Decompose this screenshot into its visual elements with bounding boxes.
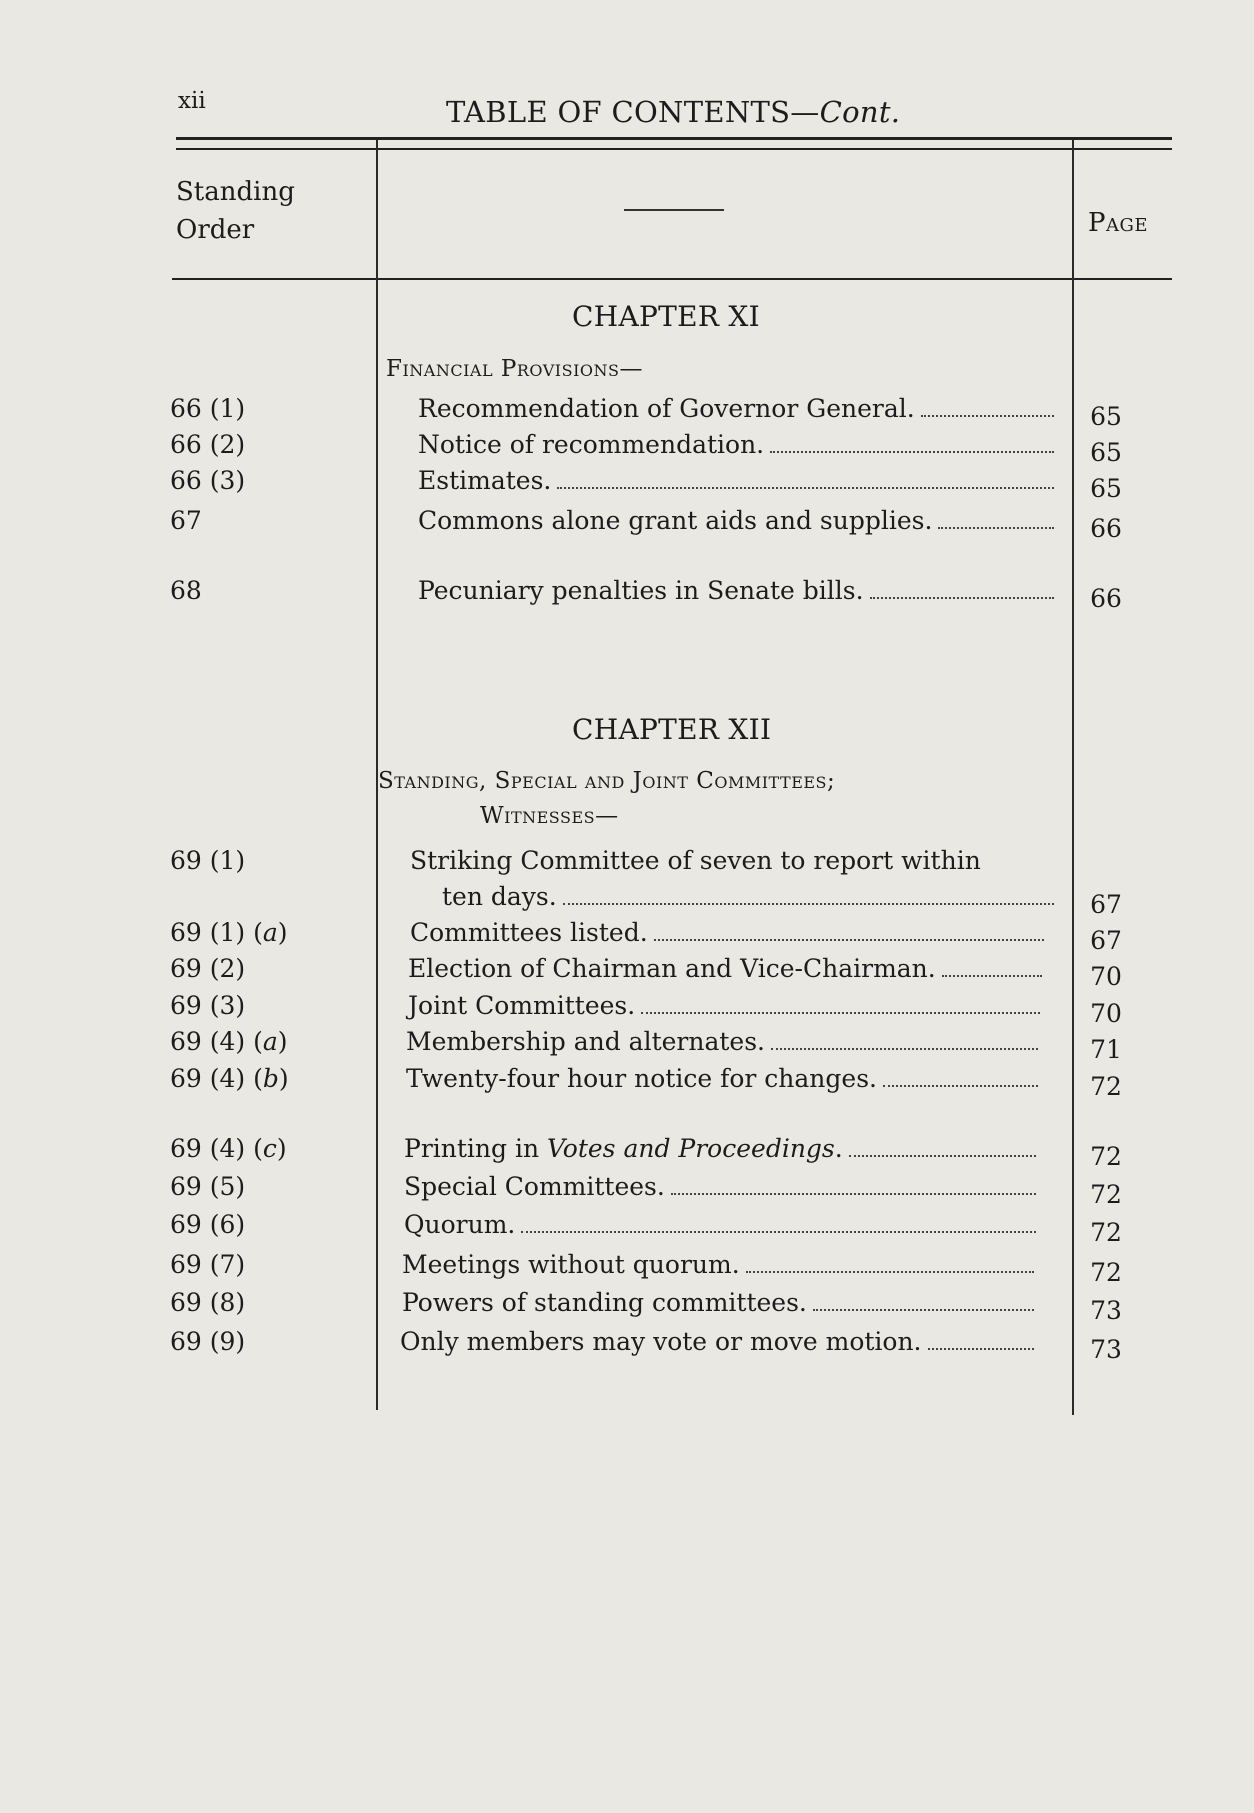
standing-order-number: 69 (3): [170, 991, 246, 1020]
toc-row: [0, 846, 1254, 880]
toc-entry-text: Quorum.: [404, 1210, 516, 1239]
toc-row: [0, 1027, 1254, 1064]
leader-dots: [883, 1085, 1038, 1087]
leader-dots: [771, 1048, 1038, 1050]
toc-entry-text: ten days.: [442, 882, 557, 911]
toc-row: [0, 1327, 1254, 1364]
leader-dots: [671, 1193, 1036, 1195]
page-number-cell: 70: [1090, 999, 1122, 1028]
toc-row: [0, 1134, 1254, 1171]
standing-order-number: 66 (3): [170, 466, 246, 495]
standing-order-number: 69 (7): [170, 1250, 246, 1279]
column-header-line: Order: [176, 215, 255, 245]
toc-row: [0, 918, 1254, 955]
toc-entry[interactable]: [406, 1027, 1042, 1056]
toc-row: [0, 1064, 1254, 1101]
page-number-cell: 73: [1090, 1296, 1122, 1325]
leader-dots: [654, 939, 1044, 941]
toc-entry[interactable]: [418, 576, 1058, 605]
section-heading: Financial Provisions—: [386, 356, 643, 382]
toc-entry-text: Commons alone grant aids and supplies.: [418, 506, 933, 535]
leader-dots: [921, 415, 1054, 417]
toc-row: [0, 576, 1254, 613]
leader-dots: [942, 975, 1042, 977]
toc-entry-text: Twenty-four hour notice for changes.: [406, 1064, 877, 1093]
top-rule: [176, 137, 1172, 140]
toc-entry[interactable]: [418, 394, 1058, 423]
toc-entry-text-end: .: [834, 1134, 843, 1163]
section-heading-cont: Witnesses—: [480, 803, 619, 829]
toc-entry[interactable]: [404, 1134, 1040, 1163]
leader-dots: [870, 597, 1054, 599]
page-title: [446, 95, 900, 129]
page-number-cell: 72: [1090, 1258, 1122, 1287]
toc-entry-text: Estimates.: [418, 466, 552, 495]
toc-entry-text: Powers of standing committees.: [402, 1288, 807, 1317]
chapter-title: CHAPTER XII: [572, 713, 772, 746]
toc-entry-text: [404, 1134, 843, 1163]
toc-entry-text: Election of Chairman and Vice-Chairman.: [408, 954, 936, 983]
toc-entry-text: Only members may vote or move motion.: [400, 1327, 922, 1356]
standing-order-number: 69 (4) (b): [170, 1064, 289, 1093]
page-number-cell: 72: [1090, 1218, 1122, 1247]
toc-row: [0, 506, 1254, 543]
order-text: 69 (4) (a): [170, 1027, 288, 1056]
toc-entry-text: Pecuniary penalties in Senate bills.: [418, 576, 864, 605]
toc-entry[interactable]: [402, 1250, 1038, 1279]
standing-order-number: 69 (5): [170, 1172, 246, 1201]
standing-order-number: 68: [170, 576, 202, 605]
toc-entry[interactable]: [418, 506, 1058, 535]
leader-dots: [938, 527, 1054, 529]
toc-entry[interactable]: [408, 954, 1046, 983]
column-header-page: Page: [1088, 208, 1149, 238]
toc-entry[interactable]: [418, 430, 1058, 459]
chapter-title: CHAPTER XI: [572, 300, 760, 333]
page-number: xii: [178, 88, 206, 114]
toc-entry-text: Notice of recommendation.: [418, 430, 765, 459]
toc-entry[interactable]: [410, 846, 1060, 875]
page-number-cell: 65: [1090, 474, 1122, 503]
section-heading: Standing, Special and Joint Committees;: [378, 768, 836, 794]
toc-entry-text-start: Printing in: [404, 1134, 548, 1163]
toc-entry[interactable]: [404, 1172, 1040, 1201]
standing-order-number: 67: [170, 506, 202, 535]
standing-order-number: [170, 1027, 288, 1056]
leader-dots: [746, 1271, 1034, 1273]
toc-entry-text-italic: Votes and Proceedings: [547, 1134, 835, 1163]
toc-row: [0, 1288, 1254, 1325]
toc-row: [0, 1172, 1254, 1209]
top-rule-thin: [176, 148, 1172, 150]
toc-entry[interactable]: [410, 918, 1048, 947]
page-number-cell: 67: [1090, 890, 1122, 919]
standing-order-number: 69 (4) (c): [170, 1134, 287, 1163]
page-number-cell: 72: [1090, 1180, 1122, 1209]
leader-dots: [557, 487, 1054, 489]
standing-order-number: 69 (2): [170, 954, 246, 983]
leader-dots: [641, 1012, 1040, 1014]
page-number-cell: 65: [1090, 402, 1122, 431]
page-number-cell: 67: [1090, 926, 1122, 955]
standing-order-number: 69 (1): [170, 846, 246, 875]
page-number-cell: 66: [1090, 584, 1122, 613]
title-main: TABLE OF CONTENTS—: [446, 95, 820, 129]
standing-order-number: 69 (8): [170, 1288, 246, 1317]
toc-entry-text: Striking Committee of seven to report within: [410, 846, 981, 875]
leader-dots: [813, 1309, 1034, 1311]
toc-row: [0, 1210, 1254, 1247]
toc-entry-text: Membership and alternates.: [406, 1027, 765, 1056]
toc-entry-text: Special Committees.: [404, 1172, 665, 1201]
toc-row: [0, 1250, 1254, 1287]
toc-entry[interactable]: [406, 1064, 1042, 1093]
toc-entry-text: Meetings without quorum.: [402, 1250, 740, 1279]
leader-dots: [928, 1348, 1034, 1350]
toc-entry-text: Committees listed.: [410, 918, 648, 947]
toc-entry[interactable]: [418, 466, 1058, 495]
title-cont: Cont.: [819, 95, 901, 129]
toc-entry[interactable]: [404, 1210, 1040, 1239]
toc-entry[interactable]: [408, 991, 1044, 1020]
page-number-cell: 72: [1090, 1142, 1122, 1171]
column-header-dash: [624, 209, 724, 211]
page-number-cell: 70: [1090, 962, 1122, 991]
page-number-cell: 72: [1090, 1072, 1122, 1101]
toc-row: [0, 991, 1254, 1028]
standing-order-number: 69 (1) (a): [170, 918, 288, 947]
toc-row: [0, 430, 1254, 467]
toc-entry[interactable]: [402, 1288, 1038, 1317]
standing-order-number: 66 (2): [170, 430, 246, 459]
standing-order-number: 66 (1): [170, 394, 246, 423]
page-number-cell: 65: [1090, 438, 1122, 467]
leader-dots: [521, 1231, 1036, 1233]
page-number-cell: 71: [1090, 1035, 1122, 1064]
column-header-standing-order: [176, 173, 295, 249]
toc-row: [0, 882, 1254, 919]
page-number-cell: 73: [1090, 1335, 1122, 1364]
toc-entry-text: Joint Committees.: [408, 991, 636, 1020]
column-header-line: Standing: [176, 177, 295, 207]
toc-row: [0, 394, 1254, 431]
toc-row: [0, 954, 1254, 991]
leader-dots: [849, 1155, 1036, 1157]
toc-entry[interactable]: [400, 1327, 1038, 1356]
page-number-cell: 66: [1090, 514, 1122, 543]
standing-order-number: 69 (6): [170, 1210, 246, 1239]
leader-dots: [770, 451, 1054, 453]
standing-order-number: 69 (9): [170, 1327, 246, 1356]
header-rule: [172, 278, 1172, 280]
toc-entry-text: Recommendation of Governor General.: [418, 394, 915, 423]
toc-row: [0, 466, 1254, 503]
